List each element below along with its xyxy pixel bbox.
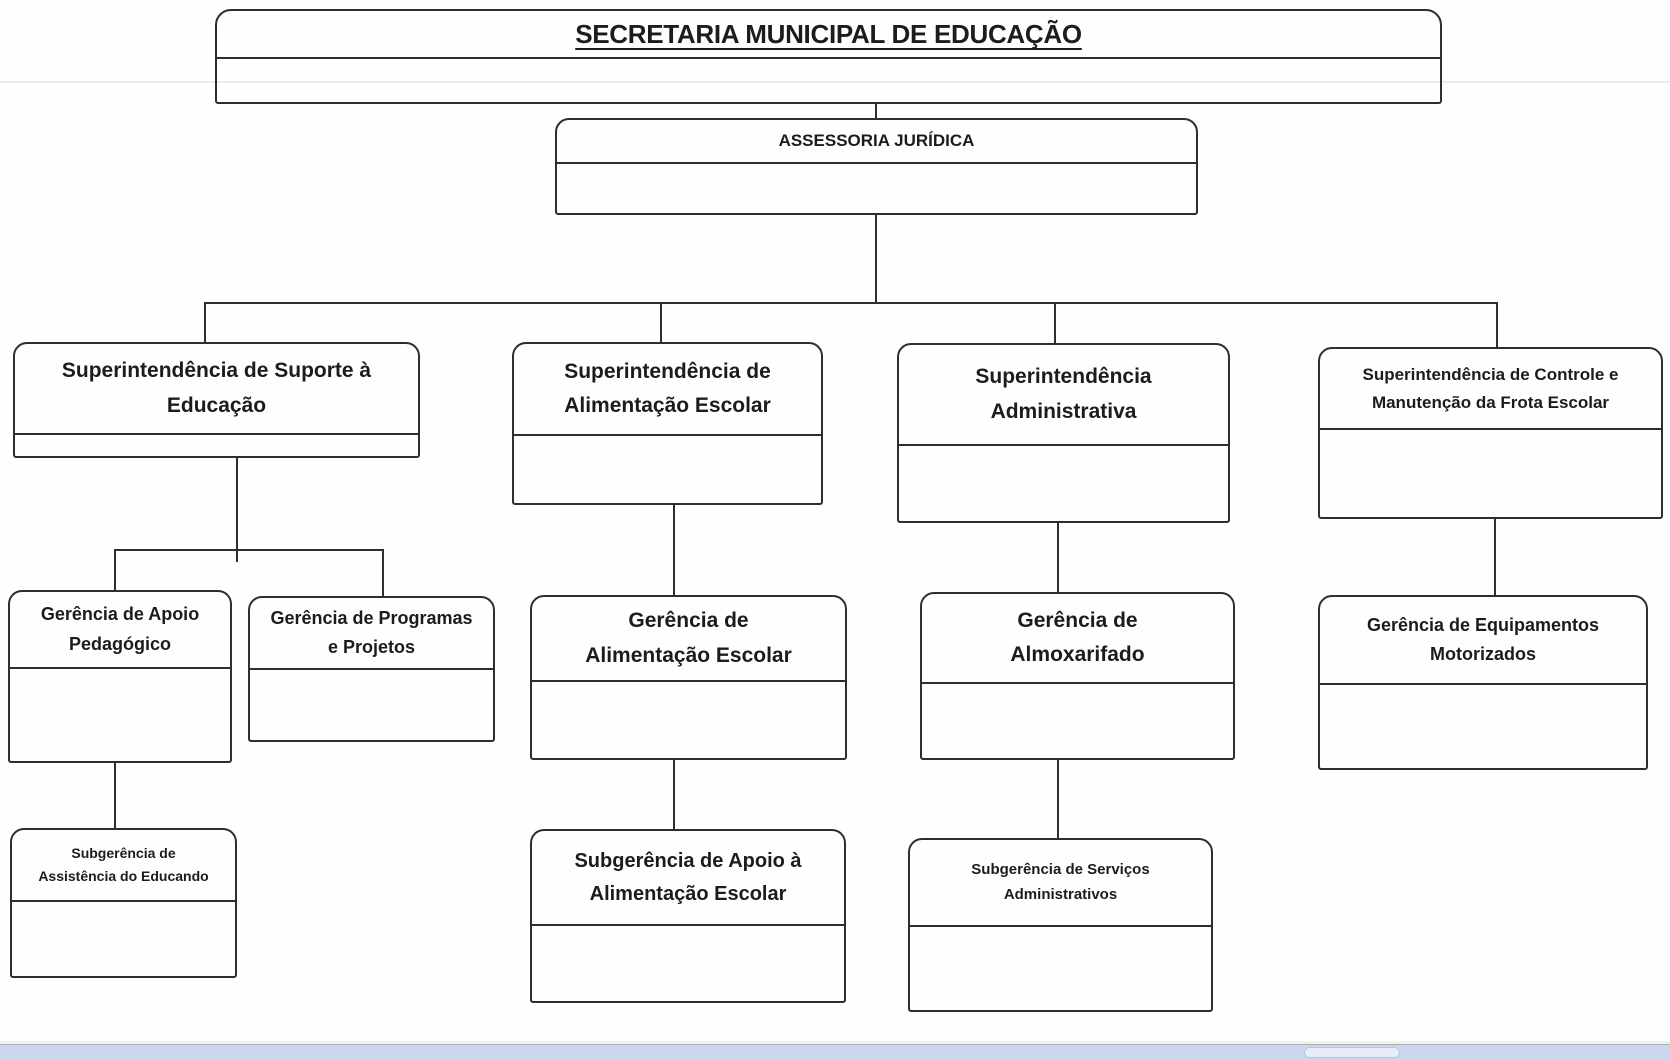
node-title-line: Gerência de Programas [270, 607, 473, 628]
node-title [12, 830, 235, 902]
node-title [1320, 349, 1661, 430]
node-body [15, 435, 418, 456]
org-node-ger-programas-projetos [248, 596, 495, 742]
node-title-line: Alimentação Escolar [585, 643, 792, 667]
node-title-line: Manutenção da Frota Escolar [1371, 392, 1610, 412]
org-node-sup-controle-frota [1318, 347, 1663, 519]
org-node-ger-equipamentos-motorizados [1318, 595, 1648, 770]
node-title-line: Pedagógico [68, 633, 171, 654]
node-title [899, 345, 1228, 446]
org-node-sup-suporte-educacao [13, 342, 420, 458]
node-body [532, 682, 845, 758]
node-title-line: Superintendência de [564, 359, 771, 383]
node-title-line: Superintendência [975, 365, 1152, 389]
node-title-line: Administrativos [1003, 885, 1118, 903]
connector-branch-sup-frota [1496, 302, 1498, 348]
node-title [10, 592, 230, 669]
connector-to-ger-alimentacao [673, 503, 675, 596]
org-node-ger-alimentacao-escolar [530, 595, 847, 760]
node-body [250, 670, 493, 740]
node-title [15, 344, 418, 435]
connector-sup-suporte-down [236, 456, 238, 562]
node-title [217, 11, 1440, 59]
org-node-ger-apoio-pedagogico [8, 590, 232, 763]
connector-to-sub-servicos [1057, 758, 1059, 840]
node-title [910, 840, 1211, 927]
node-body [899, 446, 1228, 521]
node-title-line: Gerência de Apoio [40, 604, 200, 625]
connector-to-sub-assistencia [114, 761, 116, 830]
connector-to-ger-equipamentos [1494, 517, 1496, 597]
node-title-line: Gerência de [628, 609, 749, 633]
scrollbar-thumb[interactable] [1304, 1047, 1400, 1058]
node-title-line: Educação [166, 393, 267, 417]
node-body [514, 436, 821, 503]
node-title [1320, 597, 1646, 685]
node-title-line: Subgerência de Apoio à [574, 850, 802, 873]
org-node-sub-apoio-alimentacao [530, 829, 846, 1003]
node-title-line: Alimentação Escolar [589, 882, 787, 905]
node-body [10, 669, 230, 761]
connector-gerencias-horizontal [114, 549, 384, 551]
node-title-line: Assistência do Educando [38, 868, 209, 884]
org-node-assessoria-juridica [555, 118, 1198, 215]
node-body [557, 164, 1196, 213]
node-title [557, 120, 1196, 164]
org-node-ger-almoxarifado [920, 592, 1235, 760]
horizontal-scrollbar[interactable] [0, 1044, 1670, 1059]
connector-to-ger-programas [382, 549, 384, 598]
node-title [532, 831, 844, 926]
connector-branch-sup-alimentacao [660, 302, 662, 343]
node-body [1320, 685, 1646, 768]
node-title-line: ASSESSORIA JURÍDICA [778, 131, 975, 151]
org-node-secretaria [215, 9, 1442, 104]
node-title-line: Subgerência de Serviços [971, 861, 1150, 879]
node-body [910, 927, 1211, 1010]
connector-branch-sup-suporte [204, 302, 206, 343]
org-node-sub-assistencia-educando [10, 828, 237, 978]
node-title-line: SECRETARIA MUNICIPAL DE EDUCAÇÃO [575, 18, 1082, 49]
node-title-line: Gerência de [1017, 608, 1138, 632]
node-title-line: Alimentação Escolar [564, 394, 771, 417]
node-title [532, 597, 845, 682]
connector-assessoria-trunk [875, 214, 877, 304]
connector-to-sub-apoio-alimentacao [673, 758, 675, 831]
node-body [217, 59, 1440, 102]
node-title [922, 594, 1233, 684]
node-title-line: Motorizados [1430, 644, 1536, 664]
connector-branch-horizontal [204, 302, 1498, 304]
org-node-sub-servicos-administrativos [908, 838, 1213, 1012]
connector-to-ger-almoxarifado [1057, 521, 1059, 594]
node-title-line: Superintendência de Suporte à [61, 359, 372, 383]
node-title-line: Gerência de Equipamentos [1366, 614, 1600, 635]
node-body [1320, 430, 1661, 517]
node-title-line: Administrativa [990, 399, 1137, 423]
node-title [250, 598, 493, 670]
org-node-sup-administrativa [897, 343, 1230, 523]
node-body [12, 902, 235, 976]
node-title-line: Superintendência de Controle e [1362, 364, 1619, 384]
node-body [532, 926, 844, 1001]
node-title [514, 344, 821, 436]
node-title-line: e Projetos [327, 637, 416, 657]
connector-to-ger-apoio [114, 549, 116, 592]
connector-branch-sup-admin [1054, 302, 1056, 344]
org-node-sup-alimentacao-escolar [512, 342, 823, 505]
node-title-line: Subgerência de [71, 845, 176, 862]
node-body [922, 684, 1233, 758]
node-title-line: Almoxarifado [1010, 643, 1145, 666]
